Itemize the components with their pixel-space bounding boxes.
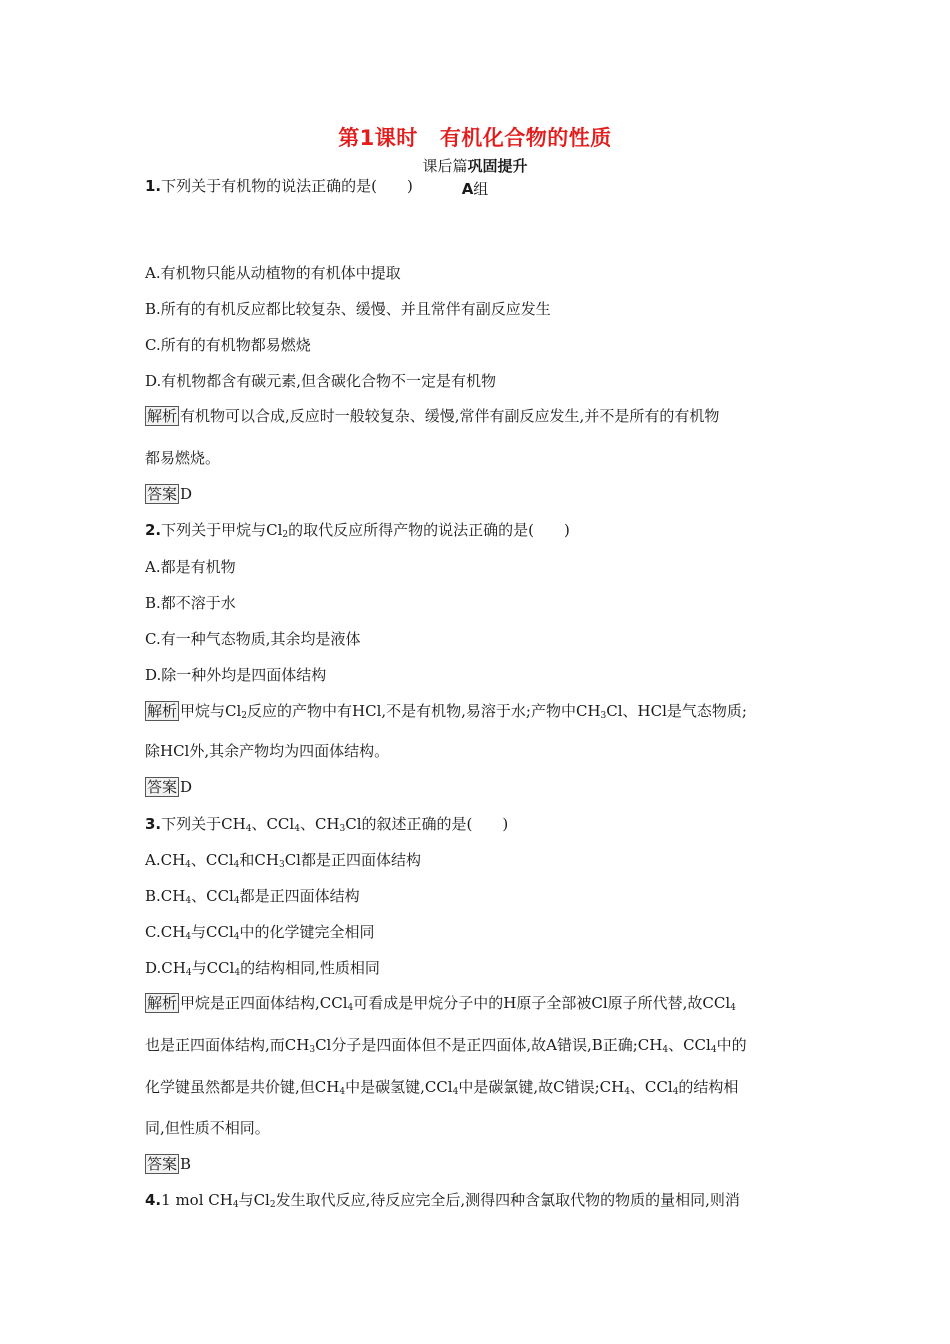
question-1-option-b: B.所有的有机反应都比较复杂、缓慢、并且常伴有副反应发生 [145, 300, 551, 318]
question-3-option-a: $A.CH_4$、CCl$_4$和$CH_3Cl$都是正四面体结构 [145, 851, 421, 870]
question-1-stem: 1.下列关于有机物的说法正确的是( ) [145, 177, 413, 195]
question-2-option-d: D.除一种外均是四面体结构 [145, 666, 327, 684]
answer-tag: 答案 [147, 1155, 178, 1173]
answer-tag: 答案 [147, 485, 178, 503]
question-2-option-b: B.都不溶于水 [145, 594, 236, 612]
analysis-tag: 解析 [147, 994, 178, 1012]
question-3-option-b: $B.CH_4$、CCl$_4$都是正四面体结构 [145, 887, 360, 906]
question-3-stem: 3.下列关于$CH_4$、CCl$_4$、$CH_3Cl$的叙述正确的是( ) [145, 815, 509, 834]
answer-tag: 答案 [147, 778, 178, 796]
question-3-answer: 答案 B [147, 1155, 192, 1173]
question-2-stem: 2.下列关于甲烷与$Cl_2$的取代反应所得产物的说法正确的是( ) [145, 521, 570, 540]
question-3-option-d: $D.CH_4$与CCl$_4$的结构相同,性质相同 [145, 959, 380, 978]
question-2-option-c: C.有一种气态物质,其余均是液体 [145, 630, 361, 648]
question-2-option-a: A.都是有机物 [145, 558, 236, 576]
question-3-analysis: 解析 甲烷是正四面体结构,CCl$_4$可看成是甲烷分子中的H原子全部被Cl原子所代替,故CCl$_4$ [147, 994, 736, 1013]
analysis-tag: 解析 [147, 407, 178, 425]
lesson-title: 第1课时 有机化合物的性质 [338, 126, 612, 150]
question-3-option-c: $C.CH_4$与CCl$_4$中的化学键完全相同 [145, 923, 375, 942]
question-3-analysis-line-2: 也是正四面体结构,而$CH_3Cl$分子是四面体但不是正四面体,故A错误,B正确$;CH_4$、CCl$_4$中的 [145, 1036, 747, 1055]
group-heading: A组 [461, 180, 489, 198]
question-3-analysis-line-3: 化学键虽然都是共价键,但$CH_4$中是碳氢键,CCl$_4$中是碳氯键,故C错误$;CH_4$、CCl$_4$的结构相 [145, 1078, 739, 1097]
question-1-option-a: A.有机物只能从动植物的有机体中提取 [145, 264, 401, 282]
question-1-answer: 答案 D [147, 485, 193, 503]
question-1-option-d: D.有机物都含有碳元素,但含碳化合物不一定是有机物 [145, 372, 497, 390]
question-1-option-c: C.所有的有机物都易燃烧 [145, 336, 311, 354]
analysis-tag: 解析 [147, 702, 178, 720]
question-2-answer: 答案 D [147, 778, 193, 796]
question-4-stem: 4.1 mol $CH_4$与$Cl_2$发生取代反应,待反应完全后,测得四种含氯取代物的物质的量相同,则消 [145, 1191, 740, 1210]
question-1-analysis: 解析 有机物可以合成,反应时一般较复杂、缓慢,常伴有副反应发生,并不是所有的有机物 [147, 407, 720, 425]
lesson-subtitle: 课后篇巩固提升 [422, 157, 528, 175]
question-3-analysis-line-4: 同,但性质不相同。 [145, 1119, 270, 1137]
question-1-analysis-cont: 都易燃烧。 [145, 449, 221, 467]
question-2-analysis-cont: 除HCl外,其余产物均为四面体结构。 [145, 742, 390, 760]
question-2-analysis: 解析 甲烷与$Cl_2$反应的产物中有HCl,不是有机物,易溶于水;产物中$CH_3Cl$、HCl是气态物质; [147, 702, 747, 721]
